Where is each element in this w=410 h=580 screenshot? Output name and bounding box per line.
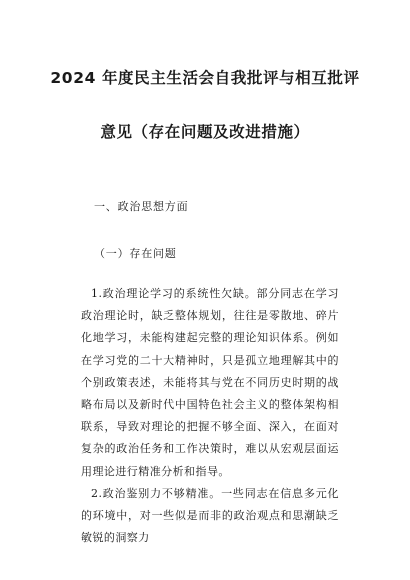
subsection-heading: （一）存在问题 <box>94 247 177 260</box>
paragraph-1: 1.政治理论学习的系统性欠缺。部分同志在学习政治理论时，缺乏整体规划，往往是零散地、碎片化地学习，未能构建起完整的理论知识体系。例如在学习党的二十大精神时，只是孤立地理解其中的个别政策表述，未能将其与党在不同历史时期的战略布局以及新时代中国特色社会主义的整体架构相联系，导致对理论的把握不够全面、深入，在面对复杂的政治任务和工作决策时，难以从宏观层面运用理论进行精准分析和指导。 <box>81 287 339 478</box>
section-heading: 一、政治思想方面 <box>94 200 189 213</box>
document-title-line-2: 意见（存在问题及改进措施） <box>100 123 310 141</box>
paragraph-2: 2.政治鉴别力不够精准。一些同志在信息多元化的环境中，对一些似是而非的政治观点和思潮缺乏敏锐的洞察力 <box>81 487 339 545</box>
document-title-line-1: 2024 年度民主生活会自我批评与相互批评 <box>50 69 360 87</box>
